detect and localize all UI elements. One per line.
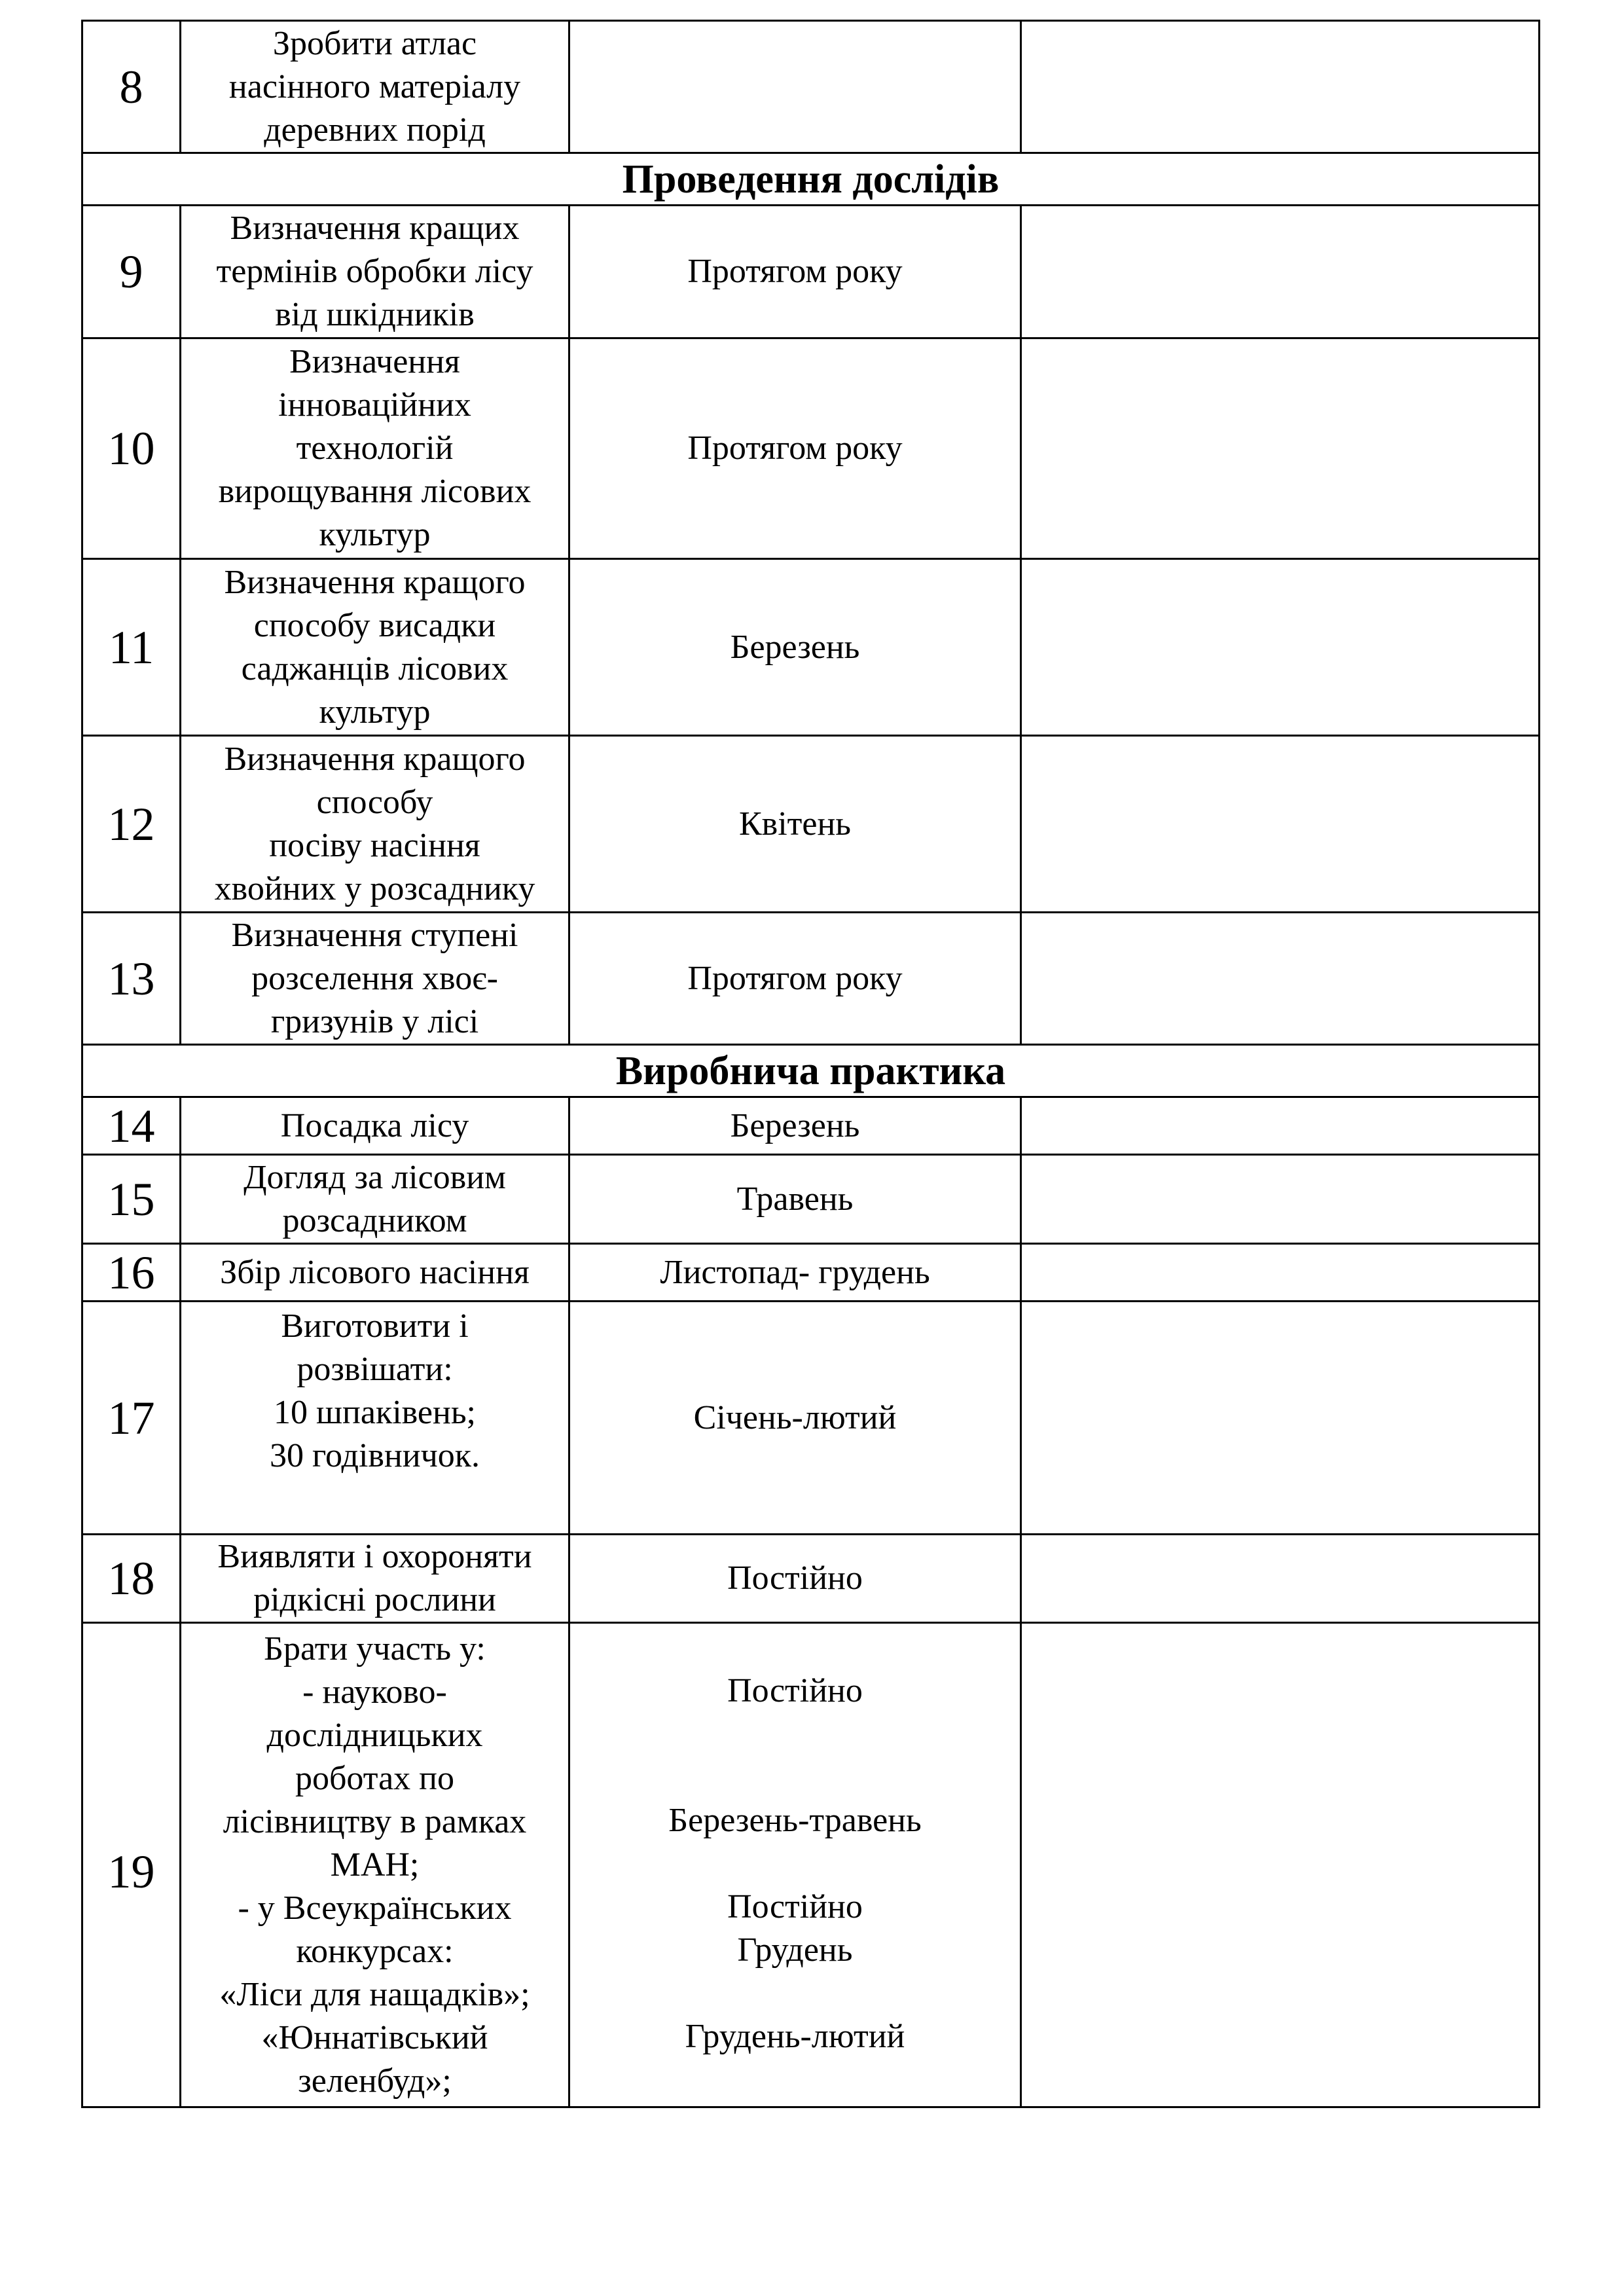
term-cell [569,206,1021,338]
task-line: - у Всеукраїнських [238,1889,512,1927]
term-line: Постійно [727,1559,863,1597]
row-number: 15 [82,1155,181,1244]
note-cell [1021,1535,1540,1623]
term-cell [569,559,1021,736]
task-cell [181,559,569,736]
term-cell [569,1244,1021,1302]
task-line: способу висадки [253,606,496,644]
task-line: хвойних у розсаднику [214,869,535,907]
task-cell [181,1535,569,1623]
task-line: МАН; [330,1846,420,1884]
task-line: Визначення кращого [224,740,526,778]
task-line: Визначення ступені [231,916,518,954]
section-row [82,1045,1540,1097]
row-number: 16 [82,1244,181,1302]
table-row [82,1302,1540,1535]
row-number: 14 [82,1097,181,1155]
table-row [82,1623,1540,2107]
note-cell [1021,1302,1540,1535]
note-cell [1021,913,1540,1045]
task-line: розселення хвоє- [251,959,498,997]
table-row [82,1155,1540,1244]
task-cell [181,913,569,1045]
term-line: Грудень [737,1931,853,1969]
term-spacer [575,1972,1015,2015]
task-line: від шкідників [275,296,475,333]
task-line: зеленбуд»; [298,2062,452,2100]
task-line: Визначення кращого [224,563,526,601]
row-number: 13 [82,913,181,1045]
task-line: Посадка лісу [280,1106,469,1144]
term-cell [569,338,1021,559]
term-line: Березень [730,628,860,666]
term-line: Січень-лютий [693,1398,897,1436]
note-cell [1021,1623,1540,2107]
plan-table-body [82,21,1540,2107]
plan-table [81,20,1540,2108]
term-line: Травень [736,1180,854,1218]
row-number: 19 [82,1623,181,2107]
task-line: Збір лісового насіння [220,1253,530,1291]
task-line: вирощування лісових [218,473,532,510]
task-line: насінного матеріалу [228,67,521,105]
term-cell [569,1535,1021,1623]
term-line: Постійно [727,1888,863,1925]
term-cell [569,736,1021,913]
term-line: Березень [730,1106,860,1144]
task-line: саджанців лісових [241,649,509,687]
task-line: культур [319,516,431,553]
task-cell [181,1623,569,2107]
task-line: інноваційних [278,386,471,424]
term-cell [569,1302,1021,1535]
task-line: Брати участь у: [264,1630,486,1667]
note-cell [1021,206,1540,338]
task-cell [181,1155,569,1244]
table-row [82,736,1540,913]
task-line: Виявляти і охороняти [217,1538,532,1575]
task-line: Виготовити і [281,1307,469,1345]
term-line: Березень-травень [668,1802,922,1839]
task-line: 10 шпаківень; [274,1394,476,1431]
table-row [82,559,1540,736]
section-row [82,153,1540,206]
task-cell [181,206,569,338]
row-number: 17 [82,1302,181,1535]
term-line: Протягом року [687,959,903,997]
task-line: лісівництву в рамках [223,1802,527,1840]
note-cell [1021,1244,1540,1302]
task-line: дослідницьких [266,1716,483,1754]
table-row [82,1244,1540,1302]
term-spacer [575,1713,1015,1756]
section-heading: Проведення дослідів [82,153,1540,206]
section-heading: Виробнича практика [82,1045,1540,1097]
task-line: Догляд за лісовим [244,1158,506,1196]
task-line: культур [319,693,431,731]
term-cell [569,1097,1021,1155]
term-cell [569,1155,1021,1244]
row-number: 11 [82,559,181,736]
task-line: «Ліси для нащадків»; [219,1975,530,2013]
row-number: 12 [82,736,181,913]
task-line: розвішати: [297,1351,453,1388]
table-row [82,338,1540,559]
table-row [82,1097,1540,1155]
term-cell [569,1623,1021,2107]
row-number: 10 [82,338,181,559]
term-spacer [575,1756,1015,1799]
task-line: деревних порід [264,111,486,149]
task-line: роботах по [295,1759,455,1797]
term-spacer [575,1842,1015,1886]
row-number: 9 [82,206,181,338]
table-row [82,913,1540,1045]
note-cell [1021,1097,1540,1155]
task-cell [181,736,569,913]
task-line: Визначення [289,343,460,380]
task-line: термінів обробки лісу [216,253,533,290]
task-line: посіву насіння [269,826,480,864]
task-cell [181,1302,569,1535]
term-line: Постійно [727,1672,863,1709]
task-cell [181,338,569,559]
term-line: Листопад- грудень [660,1253,930,1291]
term-cell [569,913,1021,1045]
task-cell [181,1244,569,1302]
task-line: способу [316,783,433,821]
table-row [82,1535,1540,1623]
row-number: 18 [82,1535,181,1623]
task-line: гризунів у лісі [270,1002,479,1040]
row-number: 8 [82,21,181,153]
term-line: Протягом року [687,253,903,290]
note-cell [1021,559,1540,736]
note-cell [1021,1155,1540,1244]
note-cell [1021,338,1540,559]
task-line: Зробити атлас [272,24,477,62]
task-line: «Юннатівський [261,2018,488,2056]
task-line: 30 годівничок. [269,1437,480,1474]
note-cell [1021,21,1540,153]
task-cell [181,21,569,153]
note-cell [1021,736,1540,913]
term-line: Квітень [738,805,852,843]
table-row [82,206,1540,338]
task-line: рідкісні рослини [253,1581,496,1618]
term-cell [569,21,1021,153]
task-line: Визначення кращих [230,210,520,247]
term-line: Грудень-лютий [685,2018,905,2055]
table-row [82,21,1540,153]
task-line: розсадником [282,1201,467,1239]
task-cell [181,1097,569,1155]
task-line: технологій [296,429,454,467]
task-line: конкурсах: [296,1932,454,1970]
task-line: - науково- [302,1673,447,1711]
term-line: Протягом року [687,429,903,467]
